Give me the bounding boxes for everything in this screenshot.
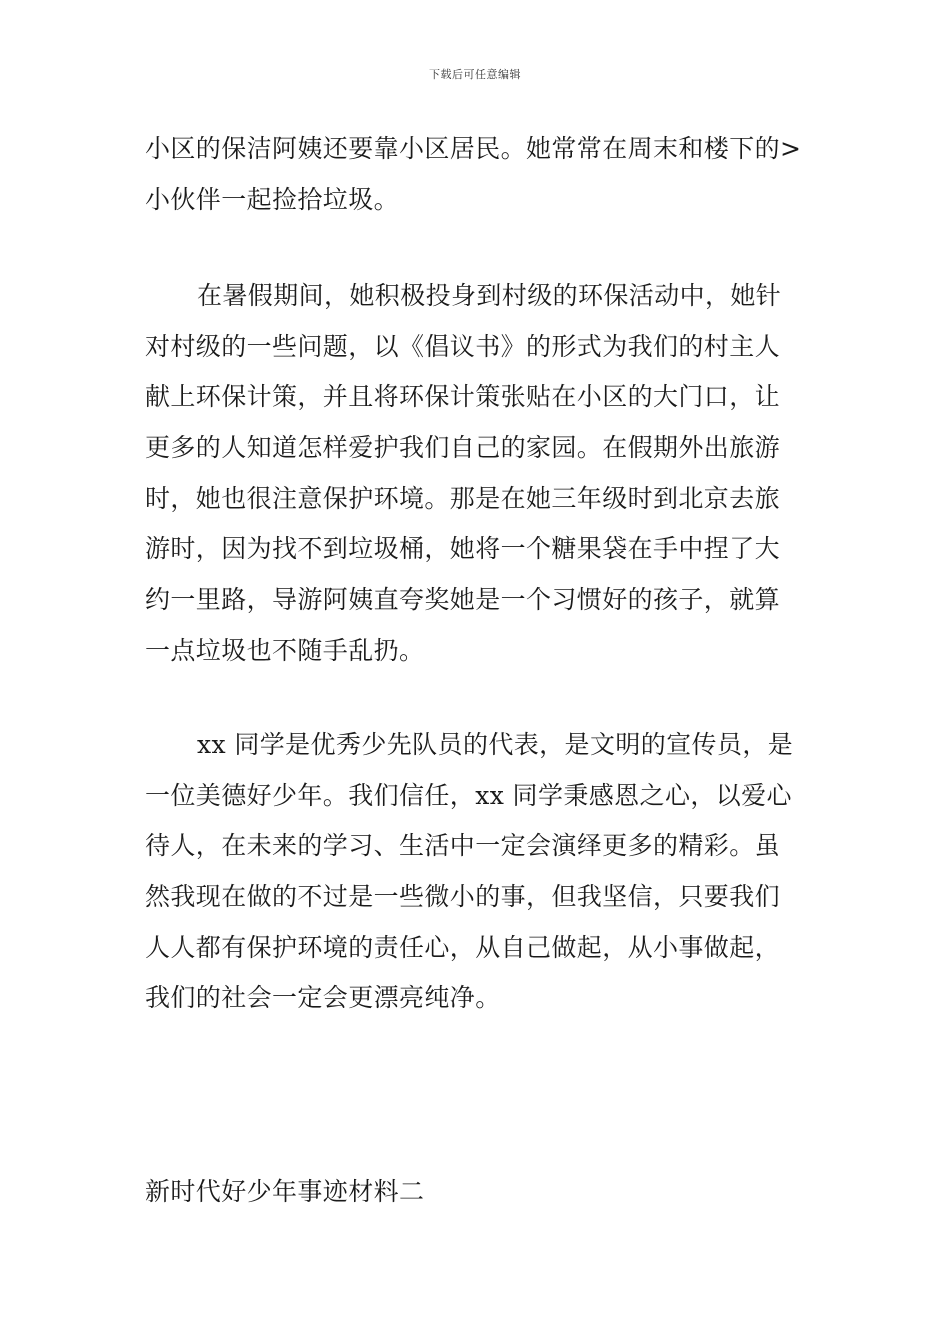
- text-line: 约一里路，导游阿姨直夸奖她是一个习惯好的孩子，就算: [145, 585, 781, 615]
- text-line: 一位美德好少年。我们信任，xx 同学秉感恩之心，以爱心: [145, 780, 792, 810]
- text-line: xx 同学是优秀少先队员的代表，是文明的宣传员，是: [197, 730, 794, 759]
- text-line: 更多的人知道怎样爱护我们自己的家园。在假期外出旅游: [145, 433, 781, 463]
- text-line: 对村级的一些问题，以《倡议书》的形式为我们的村主人: [145, 331, 781, 361]
- section-heading-text: 新时代好少年事迹材料二: [145, 1177, 425, 1206]
- text-line: 小区的保洁阿姨还要靠小区居民。她常常在周末和楼下的>: [145, 134, 802, 163]
- paragraph-2: [145, 271, 813, 677]
- text-line: 游时，因为找不到垃圾桶，她将一个糖果袋在手中捏了大: [145, 534, 781, 564]
- text-line: 小伙伴一起捡拾垃圾。: [145, 184, 400, 214]
- text-line: 待人，在未来的学习、生活中一定会演绎更多的精彩。虽: [145, 831, 781, 861]
- paragraph-1: [145, 124, 813, 225]
- section-heading: [145, 1167, 813, 1218]
- text-line: 在暑假期间，她积极投身到村级的环保活动中，她针: [197, 281, 782, 310]
- text-line: 然我现在做的不过是一些微小的事，但我坚信，只要我们: [145, 882, 781, 912]
- text-line: 献上环保计策，并且将环保计策张贴在小区的大门口，让: [145, 382, 781, 412]
- text-line: 我们的社会一定会更漂亮纯净。: [145, 983, 501, 1013]
- text-line: 时，她也很注意保护环境。那是在她三年级时到北京去旅: [145, 483, 781, 513]
- text-line: 人人都有保护环境的责任心，从自己做起，从小事做起，: [145, 932, 781, 962]
- header-note: 下载后可任意编辑: [429, 68, 521, 81]
- text-line: 一点垃圾也不随手乱扔。: [145, 635, 425, 665]
- paragraph-3: [145, 720, 813, 1024]
